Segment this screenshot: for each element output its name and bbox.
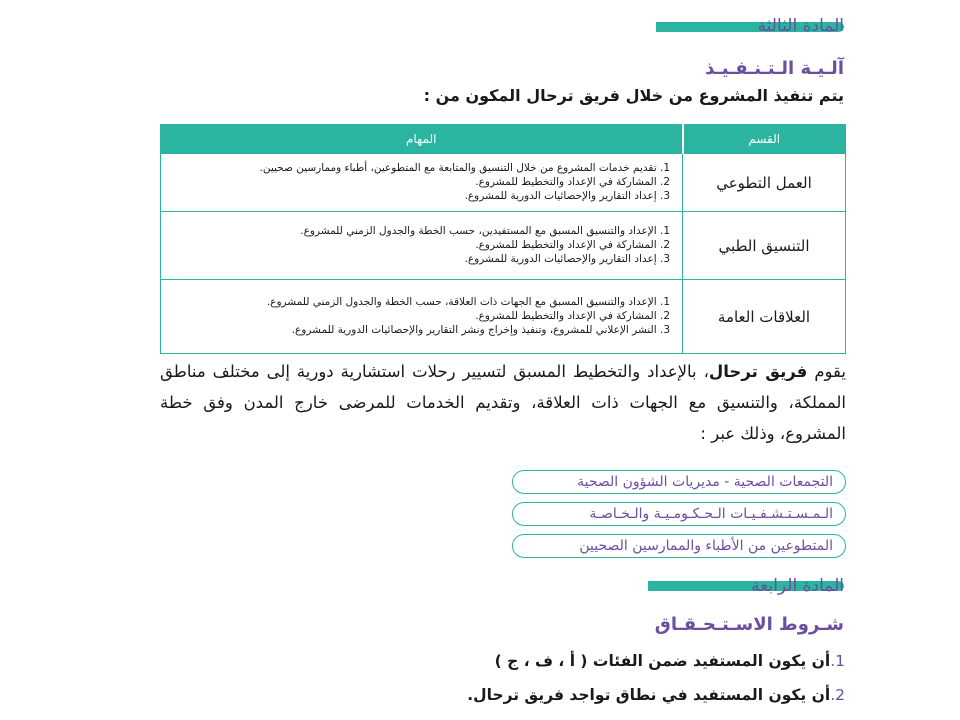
department-cell: العلاقات العامة — [683, 280, 846, 354]
task-item: 2. المشاركة في الإعداد والتخطيط للمشروع. — [475, 310, 670, 322]
task-item: 1. الإعداد والتنسيق المسبق مع المستفيدين، حسب الخطة والجدول الزمني للمشروع. — [300, 225, 670, 237]
channel-pill: المتطوعين من الأطباء والممارسين الصحيين — [512, 534, 846, 558]
conditions-title: شـروط الاسـتـحـقـاق — [654, 614, 844, 635]
description-paragraph — [160, 356, 846, 449]
table-row — [161, 154, 846, 212]
article4-heading: المادة الرابعة — [751, 576, 844, 596]
task-item: 2. المشاركة في الإعداد والتخطيط للمشروع. — [475, 176, 670, 188]
paragraph-rest: ، بالإعداد والتخطيط المسبق لتسيير رحلات استشارية دورية إلى مختلف مناطق المملكة، والتنسيق مع الجهات ذات العلاقة، وتقديم الخدمات للمرضى خارج المدن وفق خطة المشروع، وذلك عبر : — [160, 362, 846, 443]
department-cell: التنسيق الطبي — [683, 212, 846, 280]
paragraph-lead: يقوم — [807, 362, 846, 381]
column-header-department: القسم — [683, 125, 846, 154]
task-item: 1. الإعداد والتنسيق المسبق مع الجهات ذات العلاقة، حسب الخطة والجدول الزمني للمشروع. — [266, 296, 670, 308]
tasks-cell — [161, 280, 683, 354]
condition-number: 2. — [830, 686, 845, 704]
channel-pill: التجمعات الصحية - مديريات الشؤون الصحية — [512, 470, 846, 494]
condition-text: أن يكون المستفيد في نطاق تواجد فريق ترحال. — [467, 686, 831, 704]
team-name: فريق ترحال — [708, 362, 808, 381]
task-item: 3. إعداد التقارير والإحصائيات الدورية للمشروع. — [464, 190, 670, 202]
tasks-table — [160, 124, 846, 354]
task-item: 2. المشاركة في الإعداد والتخطيط للمشروع. — [475, 239, 670, 251]
condition-text: أن يكون المستفيد ضمن الفئات ( أ ، ف ، ج ) — [494, 652, 831, 670]
condition-number: 1. — [830, 652, 845, 670]
task-item: 3. النشر الإعلاني للمشروع، وتنفيذ وإخراج ونشر التقارير والإحصائيات الدورية للمشروع. — [291, 324, 670, 336]
article3-heading: المادة الثالثة — [757, 16, 844, 36]
condition-item — [467, 686, 845, 704]
column-header-tasks: المهام — [161, 125, 683, 154]
table-header-row — [161, 125, 846, 154]
tasks-cell — [161, 154, 683, 212]
table-row — [161, 212, 846, 280]
department-cell: العمل التطوعي — [683, 154, 846, 212]
mechanism-title: آلـيـة الـتـنـفـيـذ — [705, 58, 844, 79]
task-item: 3. إعداد التقارير والإحصائيات الدورية للمشروع. — [464, 253, 670, 265]
tasks-cell — [161, 212, 683, 280]
table-row — [161, 280, 846, 354]
task-item: 1. تقديم خدمات المشروع من خلال التنسيق والمتابعة مع المتطوعين، أطباء وممارسين صحيين. — [259, 162, 670, 174]
condition-item — [495, 652, 845, 670]
channel-pill: الـمـسـتـشـفـيـات الـحـكـومـيـة والـخـاصـة — [512, 502, 846, 526]
intro-text: يتم تنفيذ المشروع من خلال فريق ترحال المكون من : — [423, 86, 844, 105]
